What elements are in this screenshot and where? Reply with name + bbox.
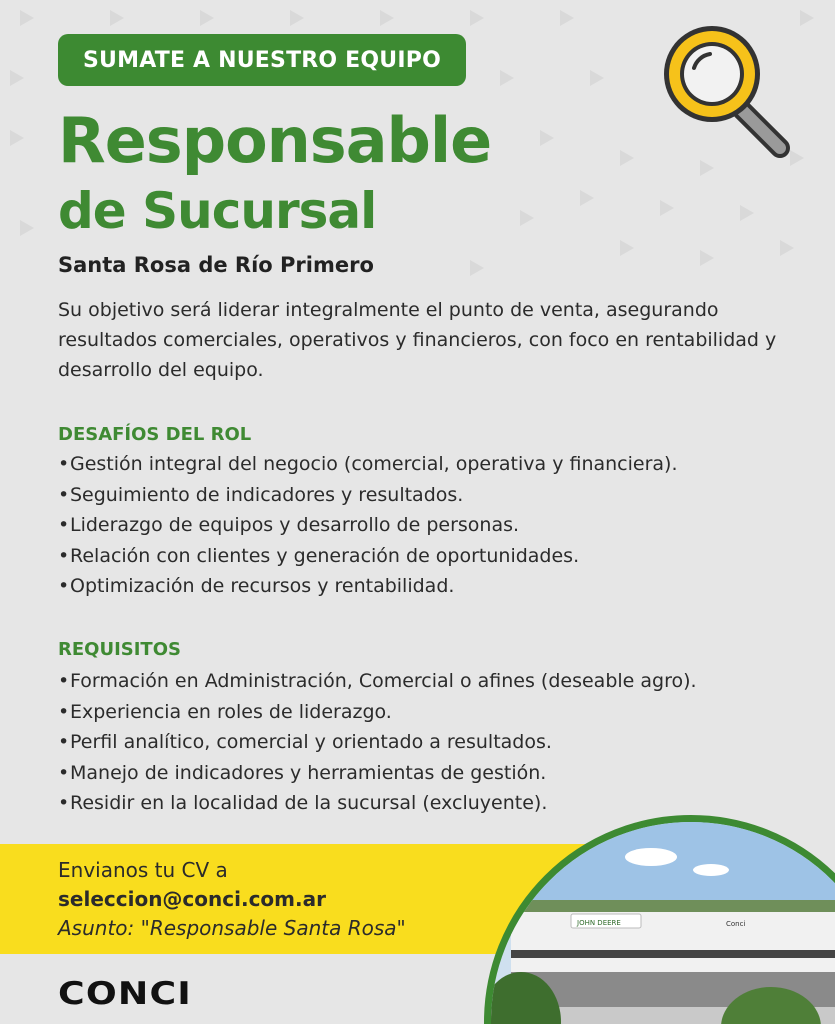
challenges-title: DESAFÍOS DEL ROL bbox=[58, 424, 252, 445]
cta-line: Envianos tu CV a bbox=[58, 858, 228, 882]
requirements-title: REQUISITOS bbox=[58, 639, 181, 660]
cta-text bbox=[58, 856, 406, 943]
conci-logo bbox=[58, 974, 198, 1010]
list-item: •Optimización de recursos y rentabilidad. bbox=[58, 575, 455, 597]
list-item: •Seguimiento de indicadores y resultados. bbox=[58, 483, 464, 506]
list-item: •Formación en Administración, Comercial o afines (deseable agro). bbox=[58, 670, 697, 692]
email-subject: Asunto: "Responsable Santa Rosa" bbox=[58, 916, 406, 940]
list-item: •Experiencia en roles de liderazgo. bbox=[58, 700, 392, 723]
title-line-1: Responsable bbox=[58, 104, 492, 177]
title-line-2: de Sucursal bbox=[58, 182, 377, 240]
svg-text:Conci: Conci bbox=[726, 920, 746, 928]
join-team-badge: SUMATE A NUESTRO EQUIPO bbox=[58, 34, 466, 86]
list-item: •Residir en la localidad de la sucursal (excluyente). bbox=[58, 792, 548, 814]
list-item: •Gestión integral del negocio (comercial, operativa y financiera). bbox=[58, 453, 678, 475]
challenges-list bbox=[58, 449, 678, 602]
list-item: •Liderazgo de equipos y desarrollo de personas. bbox=[58, 514, 520, 536]
email-link[interactable]: seleccion@conci.com.ar bbox=[58, 887, 326, 911]
svg-text:JOHN DEERE: JOHN DEERE bbox=[577, 919, 621, 927]
list-item: •Perfil analítico, comercial y orientado a resultados. bbox=[58, 731, 552, 753]
list-item: •Relación con clientes y generación de oportunidades. bbox=[58, 544, 580, 567]
intro-paragraph: Su objetivo será liderar integralmente el punto de venta, asegurando resultados comerciales, operativos y financieros, con foco en rentabilidad y desarrollo del equipo. bbox=[58, 299, 777, 381]
list-item: •Manejo de indicadores y herramientas de gestión. bbox=[58, 761, 547, 784]
requirements-list bbox=[58, 666, 697, 819]
location: Santa Rosa de Río Primero bbox=[58, 253, 374, 277]
svg-text:CONCI: CONCI bbox=[58, 976, 192, 1010]
magnifier-icon bbox=[650, 18, 790, 158]
